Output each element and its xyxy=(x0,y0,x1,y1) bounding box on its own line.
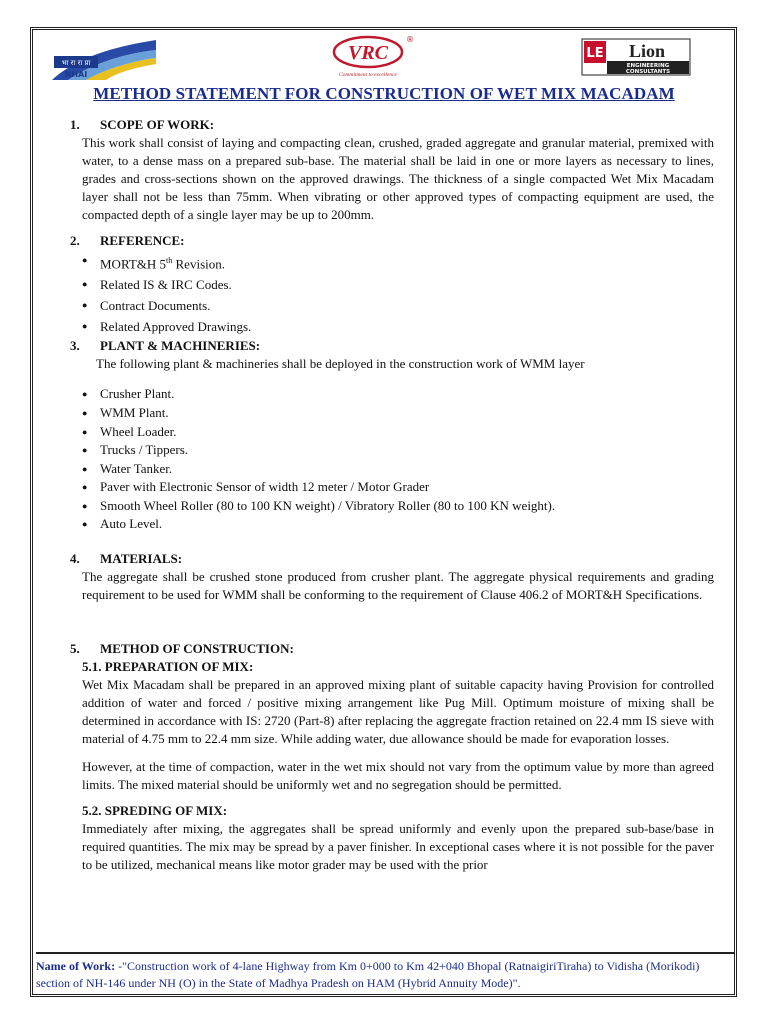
list-item: ● MORT&H 5th Revision. xyxy=(82,250,714,274)
list-item: ● Contract Documents. xyxy=(82,295,714,316)
section-2-heading: 2. REFERENCE: xyxy=(70,233,185,248)
section-1-body: This work shall consist of laying and compacting clean, crushed, graded aggregate and granular material, premixed with water, to a dense mass on a prepared sub-base. The material shall be laid in one or more layers as necessary to lines, grades and cross-sections shown on the approved drawings. The thickness of a single compacted Wet Mix Macadam layer shall not be less than 75mm. When vibrating or other approved types of compacting equipment are used, the compacted depth of a single layer may be up to 200mm. xyxy=(82,135,714,222)
svg-text:Lion: Lion xyxy=(628,41,666,61)
footer-label: Name of Work: xyxy=(36,959,116,973)
list-item: ● WMM Plant. xyxy=(82,404,714,423)
list-item: ● Wheel Loader. xyxy=(82,423,714,442)
subsection-5-1-heading: 5.1. PREPARATION OF MIX: xyxy=(82,659,254,675)
svg-text:CONSULTANTS: CONSULTANTS xyxy=(625,69,671,75)
section-5-heading: 5. METHOD OF CONSTRUCTION: xyxy=(70,641,294,657)
lion-engineering-logo-icon xyxy=(581,38,691,76)
svg-text:Commitment to excellence: Commitment to excellence xyxy=(338,72,398,78)
document-body xyxy=(70,116,714,874)
reference-list xyxy=(82,250,714,337)
section-3-heading: 3. PLANT & MACHINERIES: xyxy=(70,338,261,354)
nhai-logo-icon xyxy=(48,36,160,84)
section-3-intro: The following plant & machineries shall be deployed in the construction work of WMM layer xyxy=(96,356,585,372)
list-item: ● Related Approved Drawings. xyxy=(82,316,714,337)
list-item: ● Related IS & IRC Codes. xyxy=(82,274,714,295)
svg-text:ENGINEERING: ENGINEERING xyxy=(626,63,670,69)
list-item: ● Smooth Wheel Roller (80 to 100 KN weight) / Vibratory Roller (80 to 100 KN weight). xyxy=(82,497,714,516)
document-title: METHOD STATEMENT FOR CONSTRUCTION OF WET MIX MACADAM xyxy=(93,84,675,103)
svg-text:भा रा रा प्रा: भा रा रा प्रा xyxy=(61,59,91,67)
subsection-5-2-heading: 5.2. SPREDING OF MIX: xyxy=(82,803,228,819)
svg-text:VRC: VRC xyxy=(347,42,389,64)
svg-text:NHAI: NHAI xyxy=(64,70,88,79)
footer-text: -"Construction work of 4-lane Highway from Km 0+000 to Km 42+040 Bhopal (RatnaigiriTiraha) to Vidisha (Morikodi) section of NH-146 under NH (O) in the State of Madhya Pradesh on HAM (Hybrid Annuity Mode)". xyxy=(36,959,700,990)
section-4-heading: 4. MATERIALS: xyxy=(70,551,183,567)
list-item: ● Crusher Plant. xyxy=(82,385,714,404)
subsection-5-2-paragraph-1: Immediately after mixing, the aggregates shall be spread uniformly and evenly upon the prepared sub-base/base in required quantities. The mix may be spread by a paver finisher. In exceptional cases where it is not possible for the paver to be utilized, mechanical means like motor grader may be used with the prior xyxy=(82,821,714,873)
list-item: ● Paver with Electronic Sensor of width 12 meter / Motor Grader xyxy=(82,478,714,497)
header-logos xyxy=(36,32,736,84)
section-1-heading: 1. SCOPE OF WORK: xyxy=(70,117,215,132)
list-item: ● Trucks / Tippers. xyxy=(82,441,714,460)
list-item: ● Auto Level. xyxy=(82,515,714,534)
subsection-5-1-paragraph-1: Wet Mix Macadam shall be prepared in an approved mixing plant of suitable capacity having Provision for controlled addition of water and forced / positive mixing arrangement like Pug Mill. Optimum moisture of mixing shall be determined in accordance with IS: 2720 (Part-8) after replacing the aggregate fraction retained on 22.4 mm IS sieve with material of 4.75 mm to 22.4 mm size. While adding water, due allowance should be made for evaporation losses. xyxy=(82,677,714,747)
machinery-list xyxy=(82,385,714,534)
subsection-5-1-paragraph-2: However, at the time of compaction, water in the wet mix should not vary from the optimum value by more than agreed limits. The mixed material should be uniformly wet and no segregation should be permitted. xyxy=(82,759,714,793)
footer-name-of-work xyxy=(36,952,734,992)
vrc-logo-icon xyxy=(306,32,436,80)
section-4-body: The aggregate shall be crushed stone produced from crusher plant. The aggregate physical requirements and grading requirement to be used for WMM shall be conforming to the requirement of Clause 406.2 of MORT&H Specifications. xyxy=(82,569,714,603)
svg-text:LE: LE xyxy=(586,46,604,61)
svg-text:®: ® xyxy=(406,35,414,44)
list-item: ● Water Tanker. xyxy=(82,460,714,479)
